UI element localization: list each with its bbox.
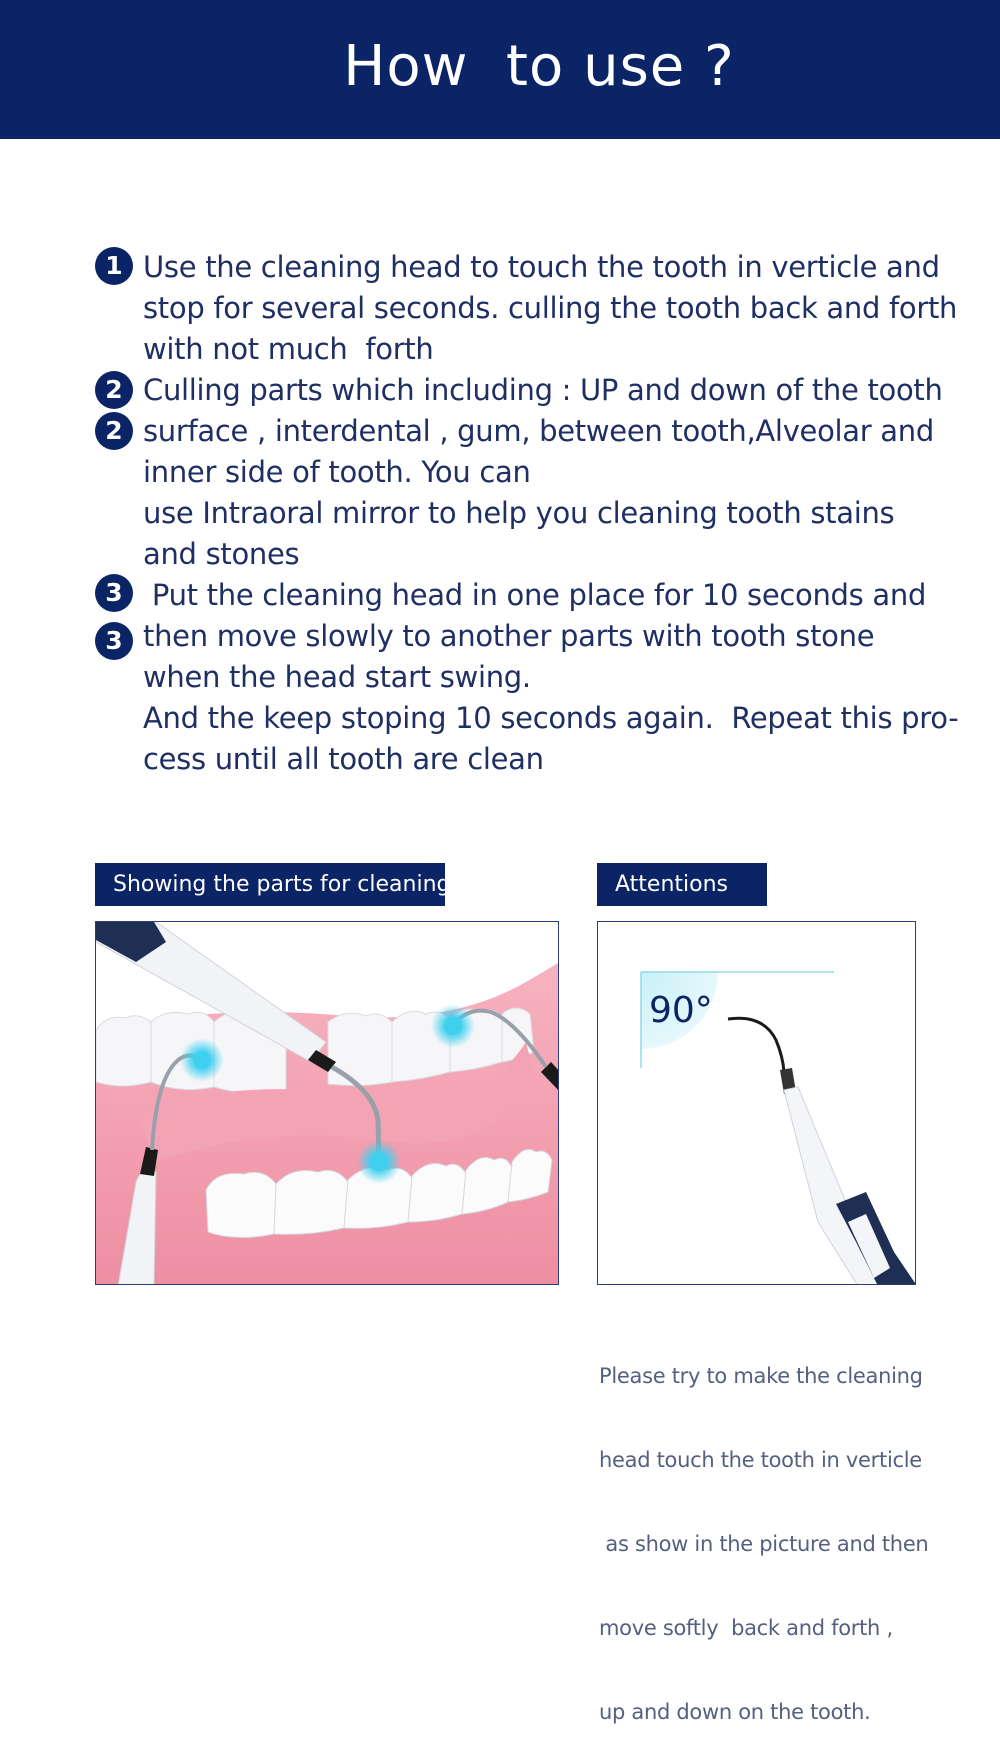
step-text-line: with not much forth: [143, 332, 434, 366]
step-text-line: when the head start swing.: [143, 660, 531, 694]
step-text-line: Put the cleaning head in one place for 10 seconds and: [143, 578, 927, 612]
step-text-line: surface , interdental , gum, between tooth,Alveolar and: [143, 414, 934, 448]
step-text-line: stop for several seconds. culling the tooth back and forth: [143, 291, 958, 325]
header-banner: [0, 0, 1000, 139]
angle-label: 90°: [649, 990, 713, 1031]
note-line: as show in the picture and then: [599, 1532, 929, 1556]
note-line: up and down on the tooth.: [599, 1700, 871, 1724]
note-line: Please try to make the cleaning: [599, 1364, 923, 1388]
step-badge-3a: 3: [95, 574, 133, 612]
step-text-line: Culling parts which including : UP and down of the tooth: [143, 373, 943, 407]
teeth-illustration: [96, 922, 559, 1285]
step-text-line: Use the cleaning head to touch the tooth in verticle and: [143, 250, 940, 284]
cleaning-parts-illustration: [95, 921, 559, 1285]
cleaning-parts-tab: Showing the parts for cleaning: [95, 863, 445, 906]
step-text-line: use Intraoral mirror to help you cleaning tooth stains: [143, 496, 895, 530]
step-badge-3b: 3: [95, 622, 133, 660]
note-line: head touch the tooth in verticle: [599, 1448, 922, 1472]
step-badge-2a: 2: [95, 371, 133, 409]
angle-illustration: [598, 922, 916, 1285]
step-text-line: And the keep stoping 10 seconds again. Repeat this pro-: [143, 701, 959, 735]
page-title: How to use ?: [343, 34, 735, 99]
step-badge-1: 1: [95, 247, 133, 285]
attentions-tab: Attentions: [597, 863, 767, 906]
step-text-line: inner side of tooth. You can: [143, 455, 531, 489]
step-text-line: then move slowly to another parts with tooth stone: [143, 619, 875, 653]
attention-note: [599, 1306, 939, 1754]
note-line: move softly back and forth ,: [599, 1616, 893, 1640]
attentions-illustration: [597, 921, 916, 1285]
step-badge-2b: 2: [95, 412, 133, 450]
step-text-line: cess until all tooth are clean: [143, 742, 544, 776]
step-text-line: and stones: [143, 537, 300, 571]
